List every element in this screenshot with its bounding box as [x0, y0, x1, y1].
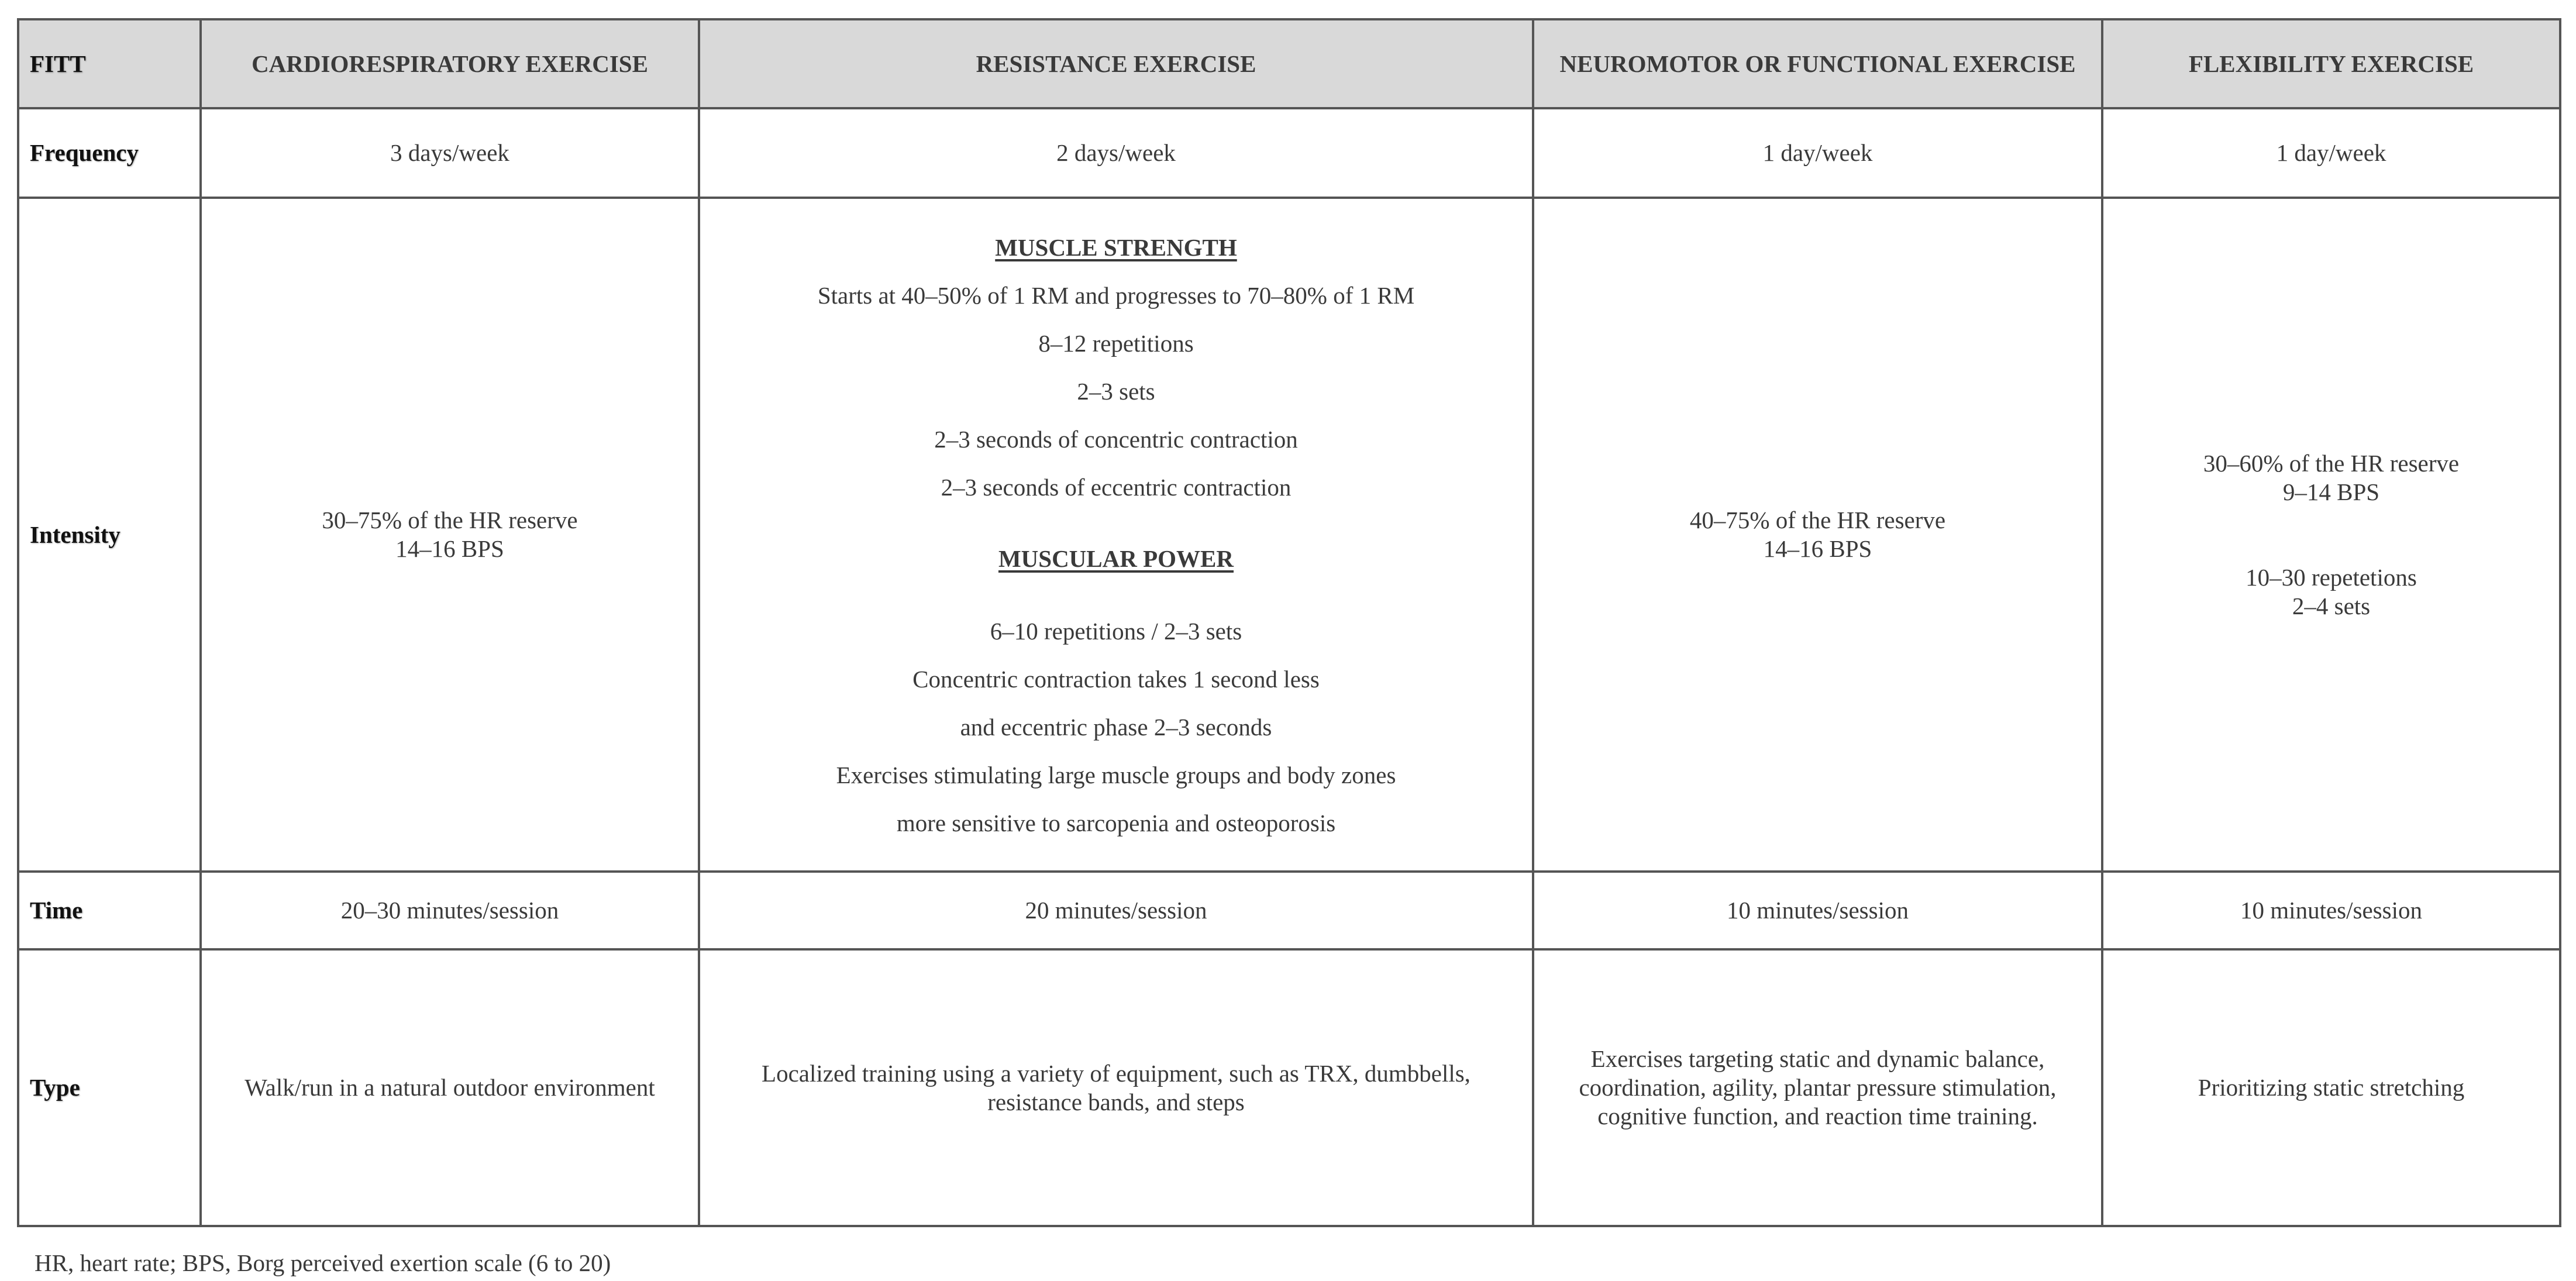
header-flexibility: FLEXIBILITY EXERCISE [2102, 19, 2560, 108]
header-row [18, 19, 2560, 108]
table-footnote: HR, heart rate; BPS, Borg perceived exertion scale (6 to 20) [35, 1249, 611, 1276]
power-line: more sensitive to sarcopenia and osteoporosis [896, 810, 1336, 836]
cell-type-resistance [699, 949, 1533, 1226]
row-label-type: Type [18, 949, 201, 1226]
header-cardio: CARDIORESPIRATORY EXERCISE [201, 19, 699, 108]
cell-time-cardio: 20–30 minutes/session [201, 872, 699, 949]
table-header [18, 19, 2560, 108]
cell-frequency-resistance: 2 days/week [699, 108, 1533, 198]
cell-frequency-flexibility: 1 day/week [2102, 108, 2560, 198]
cell-type-cardio: Walk/run in a natural outdoor environment [201, 949, 699, 1226]
table-body [18, 108, 2560, 1226]
cell-type-flexibility: Prioritizing static stretching [2102, 949, 2560, 1226]
type-resistance-line: resistance bands, and steps [987, 1088, 1245, 1115]
power-line: 6–10 repetitions / 2–3 sets [990, 618, 1242, 645]
power-line: and eccentric phase 2–3 seconds [960, 714, 1272, 741]
table-row-intensity [18, 198, 2560, 872]
intensity-neuromotor-line: 14–16 BPS [1763, 535, 1872, 562]
intensity-flexibility-line: 9–14 BPS [2282, 478, 2380, 505]
type-neuromotor-line: Exercises targeting static and dynamic balance, [1590, 1045, 2045, 1072]
table-row-frequency [18, 108, 2560, 198]
intensity-neuromotor-line: 40–75% of the HR reserve [1689, 507, 1946, 533]
cell-time-flexibility: 10 minutes/session [2102, 872, 2560, 949]
cell-intensity-resistance [699, 198, 1533, 872]
fitt-table [17, 18, 2561, 1227]
strength-line: 2–3 sets [1077, 378, 1155, 405]
table-row-time [18, 872, 2560, 949]
intensity-flexibility-line: 30–60% of the HR reserve [2203, 449, 2460, 477]
cell-intensity-cardio [201, 198, 699, 872]
intensity-flexibility-line: 10–30 repetetions [2246, 563, 2417, 591]
cell-time-resistance: 20 minutes/session [699, 872, 1533, 949]
strength-line: 8–12 repetitions [1038, 330, 1194, 357]
cell-frequency-cardio: 3 days/week [201, 108, 699, 198]
row-label-intensity: Intensity [18, 198, 201, 872]
row-label-time: Time [18, 872, 201, 949]
muscular-power-heading: MUSCULAR POWER [998, 545, 1234, 572]
strength-line: Starts at 40–50% of 1 RM and progresses to 70–80% of 1 RM [817, 282, 1415, 309]
table-row-type [18, 949, 2560, 1226]
cell-type-neuromotor [1533, 949, 2102, 1226]
row-label-frequency: Frequency [18, 108, 201, 198]
power-line: Concentric contraction takes 1 second less [912, 666, 1320, 693]
cell-intensity-neuromotor [1533, 198, 2102, 872]
type-neuromotor-line: coordination, agility, plantar pressure stimulation, [1579, 1074, 2057, 1101]
cell-frequency-neuromotor: 1 day/week [1533, 108, 2102, 198]
type-resistance-line: Localized training using a variety of equipment, such as TRX, dumbbells, [762, 1059, 1470, 1087]
resistance-intensity-block [711, 199, 1521, 870]
intensity-flexibility-line: 2–4 sets [2292, 592, 2371, 619]
cell-time-neuromotor: 10 minutes/session [1533, 872, 2102, 949]
intensity-cardio-line: 14–16 BPS [395, 535, 504, 562]
strength-line: 2–3 seconds of eccentric contraction [941, 474, 1292, 501]
strength-line: 2–3 seconds of concentric contraction [934, 426, 1298, 453]
cell-intensity-flexibility [2102, 198, 2560, 872]
header-fitt: FITT [18, 19, 201, 108]
muscle-strength-heading: MUSCLE STRENGTH [995, 234, 1237, 261]
header-neuromotor: NEUROMOTOR OR FUNCTIONAL EXERCISE [1533, 19, 2102, 108]
intensity-cardio-line: 30–75% of the HR reserve [322, 507, 578, 533]
header-resistance: RESISTANCE EXERCISE [699, 19, 1533, 108]
power-line: Exercises stimulating large muscle groups and body zones [836, 762, 1396, 788]
type-neuromotor-line: cognitive function, and reaction time training. [1597, 1103, 2038, 1130]
